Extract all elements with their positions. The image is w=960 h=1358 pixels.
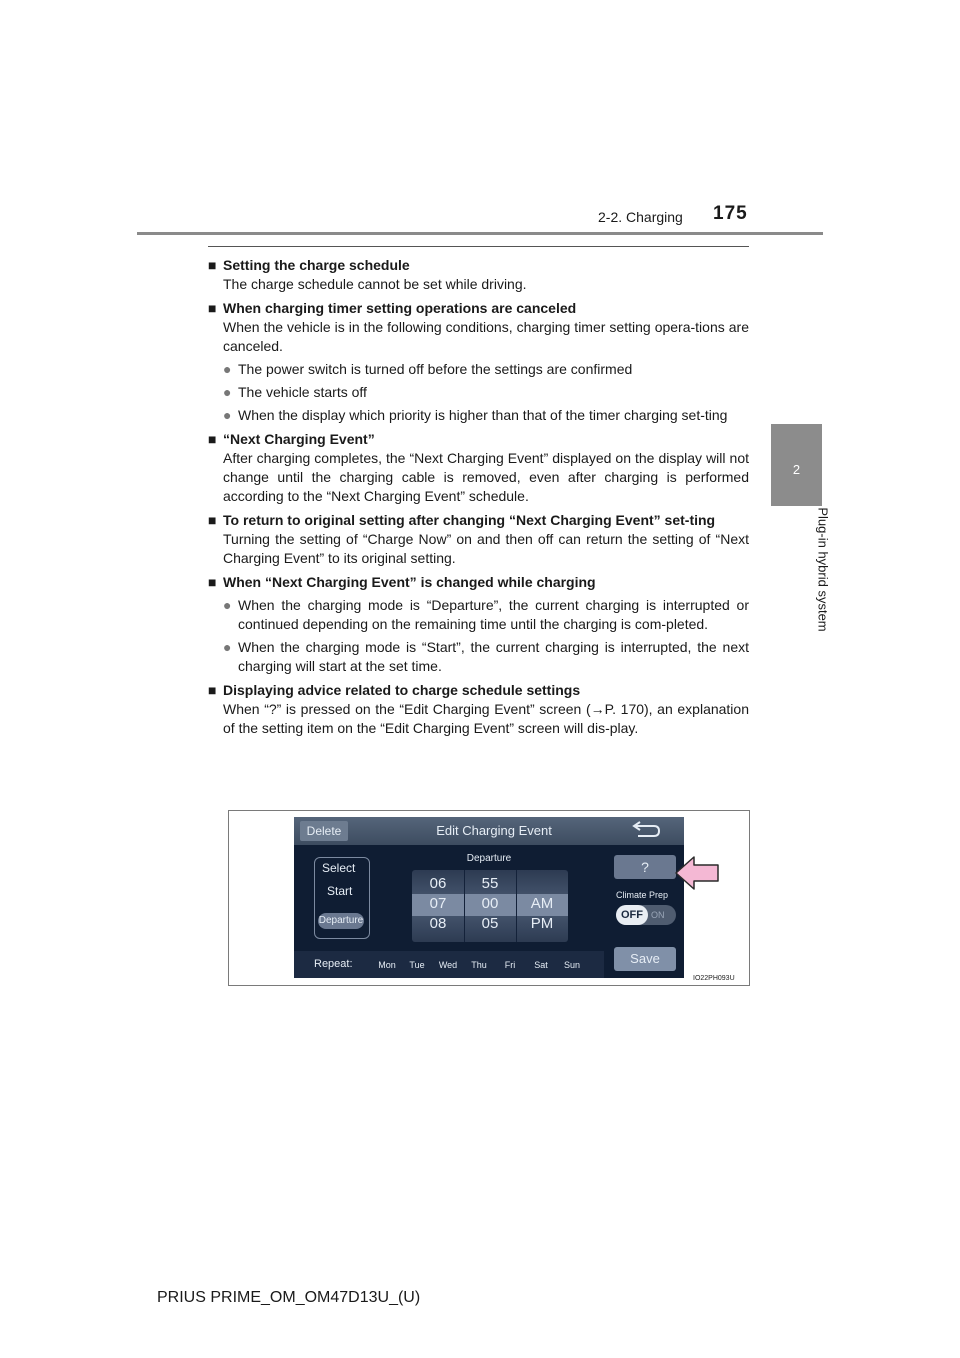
circle-bullet-icon: ●	[223, 639, 232, 655]
day-sat[interactable]: Sat	[534, 960, 548, 970]
running-header-section: 2-2. Charging	[598, 209, 683, 225]
help-button[interactable]: ?	[614, 855, 676, 879]
page-number: 175	[713, 203, 748, 224]
square-bullet-icon: ■	[208, 300, 217, 316]
circle-bullet-icon: ●	[223, 407, 232, 423]
section-return-original	[208, 511, 749, 568]
hour-value[interactable]: 06	[429, 875, 447, 892]
section-body: When “?” is pressed on the “Edit Charging Event” screen (→P. 170), an explanation of the setting item on the “Edit Charging Event” screen will dis-play.	[223, 701, 749, 736]
list-item: ● The vehicle starts off	[223, 384, 367, 400]
list-item: ● When the display which priority is higher than that of the timer charging set-ting	[223, 407, 728, 423]
section-body: Turning the setting of “Charge Now” on and then off can return the setting of “Next Charging Event” to its original setting.	[223, 531, 749, 566]
departure-heading: Departure	[466, 853, 512, 864]
section-next-charging-event	[208, 430, 749, 506]
minute-value[interactable]: 00	[481, 895, 499, 912]
image-code: IO22PH093U	[693, 975, 735, 982]
toggle-off-label[interactable]: OFF	[616, 905, 648, 925]
section-title: ■ Displaying advice related to charge schedule settings	[208, 682, 581, 698]
ampm-value[interactable]: AM	[530, 895, 554, 912]
toggle-on-label[interactable]: ON	[651, 910, 665, 920]
departure-option[interactable]: Departure	[318, 913, 364, 929]
section-title: ■ When charging timer setting operations are canceled	[208, 300, 577, 316]
chapter-title: Plug-in hybrid system	[815, 507, 831, 632]
section-title: ■ To return to original setting after changing “Next Charging Event” set-ting	[208, 512, 716, 528]
pointer-arrow-icon	[674, 855, 722, 891]
chapter-number: 2	[792, 462, 801, 477]
section-changed-while-charging	[208, 573, 749, 676]
section-setting-schedule	[208, 256, 749, 294]
square-bullet-icon: ■	[208, 682, 217, 698]
minute-value[interactable]: 05	[481, 915, 499, 932]
content-rule	[208, 246, 749, 247]
day-wed[interactable]: Wed	[438, 960, 458, 970]
square-bullet-icon: ■	[208, 257, 217, 273]
circle-bullet-icon: ●	[223, 597, 232, 613]
day-mon[interactable]: Mon	[378, 960, 396, 970]
climate-prep-label: Climate Prep	[616, 890, 669, 900]
list-item: ● When the charging mode is “Departure”, the current charging is interrupted or continued depending on the remaining time until the charging is com-pleted.	[223, 597, 749, 632]
section-body: When the vehicle is in the following conditions, charging timer setting opera-tions are canceled.	[223, 319, 749, 354]
header-rule	[137, 232, 823, 235]
square-bullet-icon: ■	[208, 574, 217, 590]
square-bullet-icon: ■	[208, 512, 217, 528]
delete-button[interactable]: Delete	[300, 821, 348, 841]
section-body: After charging completes, the “Next Charging Event” displayed on the display will not change until the charging cable is removed, even after charging is performed according to the “Next Charging Event” schedule.	[223, 450, 749, 504]
save-button[interactable]: Save	[614, 947, 676, 971]
day-thu[interactable]: Thu	[471, 960, 487, 970]
wheel-divider	[516, 870, 517, 942]
circle-bullet-icon: ●	[223, 384, 232, 400]
hour-value[interactable]: 07	[429, 895, 447, 912]
section-title: ■ Setting the charge schedule	[208, 257, 410, 273]
wheel-divider	[464, 870, 465, 942]
hour-value[interactable]: 08	[429, 915, 447, 932]
ampm-value[interactable]: PM	[530, 915, 554, 932]
section-body: The charge schedule cannot be set while driving.	[223, 276, 527, 292]
screen-illustration	[228, 810, 750, 986]
section-title: ■ “Next Charging Event”	[208, 431, 375, 447]
square-bullet-icon: ■	[208, 431, 217, 447]
day-sun[interactable]: Sun	[563, 960, 580, 970]
edit-charging-event-screen	[294, 817, 684, 978]
list-item: ● The power switch is turned off before the settings are confirmed	[223, 361, 633, 377]
section-title: ■ When “Next Charging Event” is changed while charging	[208, 574, 596, 590]
footer-model-code: PRIUS PRIME_OM_OM47D13U_(U)	[157, 1289, 421, 1306]
screen-title: Edit Charging Event	[436, 823, 552, 838]
day-tue[interactable]: Tue	[409, 960, 425, 970]
day-fri[interactable]: Fri	[504, 960, 516, 970]
select-label: Select	[322, 861, 356, 875]
main-content	[208, 246, 749, 743]
circle-bullet-icon: ●	[223, 361, 232, 377]
minute-value[interactable]: 55	[481, 875, 499, 892]
start-option[interactable]: Start	[327, 884, 353, 898]
list-item: ● When the charging mode is “Start”, the current charging is interrupted, the next charging will start at the set time.	[223, 639, 749, 674]
repeat-label: Repeat:	[314, 958, 353, 970]
section-displaying-advice	[208, 681, 749, 738]
back-icon[interactable]	[624, 820, 664, 842]
section-timer-canceled	[208, 299, 749, 425]
